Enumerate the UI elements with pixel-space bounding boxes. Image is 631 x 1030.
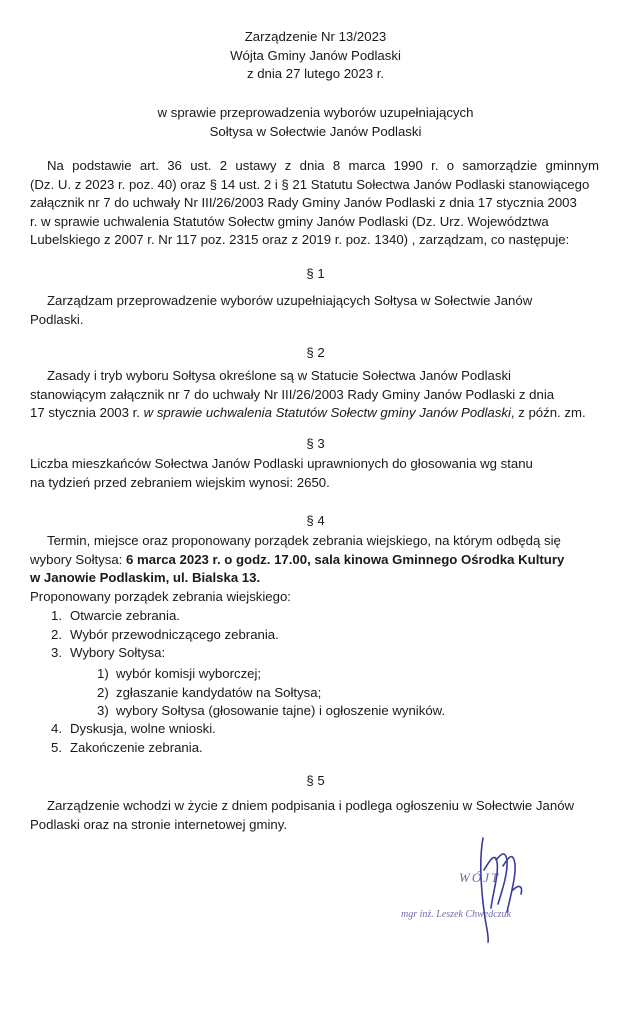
handwritten-signature-icon (481, 838, 522, 942)
meeting-date-place: 6 marca 2023 r. o godz. 17.00, sala kinowa Gminnego Ośrodka Kultury (126, 551, 565, 567)
section-line: Zarządzam przeprowadzenie wyborów uzupełniających Sołtysa w Sołectwie Janów (47, 293, 533, 308)
document-header (0, 28, 631, 84)
agenda-item-number: 3. (51, 645, 62, 660)
agenda-subitem (97, 702, 445, 721)
ordinance-issuer: Wójta Gminy Janów Podlaski (230, 47, 401, 63)
agenda-item-text: Dyskusja, wolne wnioski. (70, 721, 216, 736)
section-line (30, 551, 599, 570)
section-line: Podlaski oraz na stronie internetowej gminy. (30, 816, 288, 832)
section-line: Termin, miejsce oraz proponowany porządek zebrania wiejskiego, na którym odbędą się (47, 533, 561, 548)
agenda-item (51, 739, 216, 758)
subject-line: w sprawie przeprowadzenia wyborów uzupełniających (157, 105, 474, 120)
agenda-item (51, 626, 279, 645)
agenda-item-number: 2. (51, 626, 62, 642)
preamble-line: Na podstawie art. 36 ust. 2 ustawy z dnia 8 marca 1990 r. o samorządzie gminnym (47, 158, 599, 173)
section-line (30, 569, 599, 588)
agenda-item-number: 4. (51, 721, 62, 736)
section-line: Zasady i tryb wyboru Sołtysa określone są w Statucie Sołectwa Janów Podlaski (47, 368, 511, 383)
agenda-subitem-text: zgłaszanie kandydatów na Sołtysa; (116, 684, 322, 700)
meeting-address: w Janowie Podlaskim, ul. Bialska 13. (30, 570, 261, 585)
section-2-body (30, 367, 599, 423)
section-1-body (30, 292, 599, 329)
agenda-list-continued (51, 720, 216, 757)
agenda-subitem-text: wybór komisji wyborczej; (116, 666, 262, 681)
section-2-heading: § 2 (306, 345, 325, 360)
agenda-item-text: Otwarcie zebrania. (70, 608, 180, 623)
agenda-item (51, 720, 216, 739)
agenda-subitem (97, 684, 445, 703)
section-line: stanowiącym załącznik nr 7 do uchwały Nr III/26/2003 Rady Gminy Janów Podlaski z dnia (30, 386, 555, 402)
agenda-item-text: Zakończenie zebrania. (70, 739, 203, 755)
section-4-heading: § 4 (306, 513, 325, 528)
ordinance-date: z dnia 27 lutego 2023 r. (246, 66, 385, 81)
section-line: Liczba mieszkańców Sołectwa Janów Podlaski uprawnionych do głosowania wg stanu (30, 456, 533, 471)
agenda-item (51, 644, 279, 663)
section-italic-text: w sprawie uchwalenia Statutów Sołectw gminy Janów Podlaski (143, 405, 511, 420)
agenda-item-number: 5. (51, 739, 62, 755)
agenda-sublist (97, 665, 445, 721)
agenda-item-number: 1. (51, 608, 62, 623)
section-3-heading: § 3 (306, 436, 325, 451)
agenda-heading: Proponowany porządek zebrania wiejskiego: (30, 588, 291, 604)
section-text: , z późn. zm. (510, 405, 586, 420)
stamp-title: WÓJT (459, 870, 501, 885)
preamble-line: r. w sprawie uchwalenia Statutów Sołectw gminy Janów Podlaski (Dz. Urz. Województwa (30, 213, 549, 229)
agenda-subitem (97, 665, 445, 684)
section-4-body (30, 532, 599, 606)
section-5-body (30, 797, 599, 834)
signature-stamp (395, 830, 595, 950)
ordinance-subject (0, 104, 631, 141)
section-line (30, 404, 599, 423)
agenda-item-text: Wybór przewodniczącego zebrania. (70, 626, 279, 642)
agenda-subitem-number: 3) (97, 703, 109, 718)
section-text: wybory Sołtysa: (30, 551, 127, 567)
agenda-subitem-number: 2) (97, 684, 109, 700)
section-text: 17 stycznia 2003 r. (30, 405, 144, 420)
agenda-item-text: Wybory Sołtysa: (70, 645, 166, 660)
preamble-line: (Dz. U. z 2023 r. poz. 40) oraz § 14 ust. 2 i § 21 Statutu Sołectwa Janów Podlaski stanowiącego (30, 176, 590, 192)
ordinance-number: Zarządzenie Nr 13/2023 (244, 29, 387, 44)
agenda-list (51, 607, 279, 663)
section-5-heading: § 5 (306, 773, 325, 788)
section-line: Podlaski. (30, 311, 84, 327)
agenda-subitem-number: 1) (97, 666, 109, 681)
agenda-subitem-text: wybory Sołtysa (głosowanie tajne) i ogłoszenie wyników. (116, 703, 446, 718)
subject-line: Sołtysa w Sołectwie Janów Podlaski (209, 123, 422, 139)
section-line: na tydzień przed zebraniem wiejskim wynosi: 2650. (30, 474, 330, 490)
section-line: Zarządzenie wchodzi w życie z dniem podpisania i podlega ogłoszeniu w Sołectwie Janów (47, 798, 575, 813)
section-3-body (30, 455, 599, 492)
preamble (30, 157, 599, 250)
agenda-item (51, 607, 279, 626)
preamble-line: Lubelskiego z 2007 r. Nr 117 poz. 2315 oraz z 2019 r. poz. 1340) , zarządzam, co następuje: (30, 232, 570, 247)
section-1-heading: § 1 (306, 266, 325, 281)
stamp-name: mgr inż. Leszek Chwedczuk (401, 909, 511, 920)
preamble-line: załącznik nr 7 do uchwały Nr III/26/2003 Rady Gminy Janów Podlaski z dnia 17 stycznia 2003 (30, 195, 577, 210)
